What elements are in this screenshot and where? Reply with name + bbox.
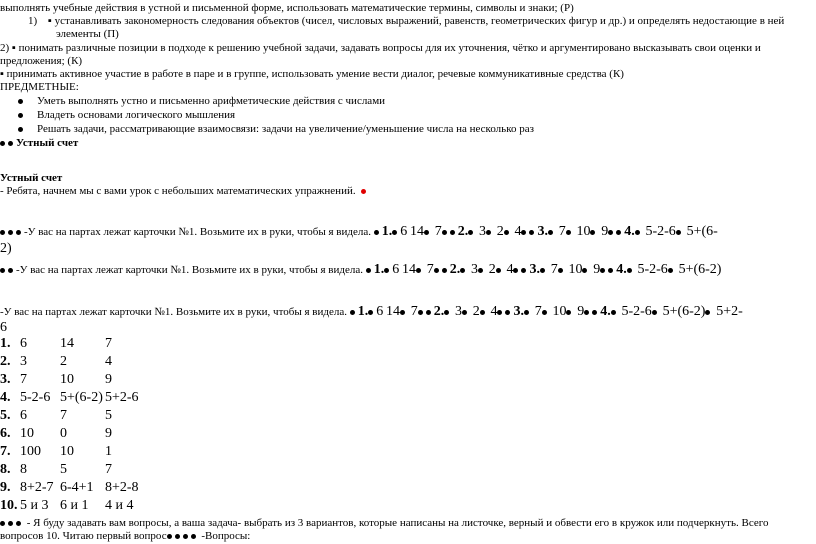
- bullet-icon: [416, 268, 421, 273]
- table-cell: 7: [105, 336, 112, 351]
- bottom-text: -Вопросы:: [201, 530, 251, 542]
- bullet-icon: [616, 230, 621, 235]
- bullet-icon: [434, 268, 439, 273]
- bullet-icon: [462, 310, 467, 315]
- bullet-icon: [18, 99, 23, 104]
- bullet-icon: [668, 268, 673, 273]
- oral-count-heading: Устный счет: [0, 137, 78, 150]
- text-line: элементы (П): [56, 28, 119, 40]
- bullet-text: Решать задачи, рассматривающие взаимосвязи: задачи на увеличение/уменьшение числа на несколько раз: [37, 123, 534, 135]
- bullet-icon: [521, 268, 526, 273]
- bullet-icon: [497, 310, 502, 315]
- table-cell: 100: [20, 444, 41, 459]
- bullet-icon: [513, 268, 518, 273]
- bullet-icon: [582, 268, 587, 273]
- table-cell: 10: [20, 426, 34, 441]
- bullet-icon: [424, 230, 429, 235]
- bullet-icon: [426, 310, 431, 315]
- table-cell: 4 и 4: [105, 498, 134, 513]
- bullet-icon: [529, 230, 534, 235]
- red-dot-icon: [361, 189, 366, 194]
- bullet-icon: [442, 230, 447, 235]
- table-cell: 1: [105, 444, 112, 459]
- table-cell: 5-2-6: [20, 390, 51, 405]
- bullet-icon: [392, 230, 397, 235]
- bullet-icon: [496, 268, 501, 273]
- bullet-icon: [611, 310, 616, 315]
- table-cell: 5+(6-2): [60, 390, 103, 405]
- bullet-icon: [191, 534, 196, 539]
- bullet-icon: [8, 268, 13, 273]
- table-cell: 9: [105, 372, 112, 387]
- text-line: ▪ принимать активное участие в работе в паре и в группе, использовать умение вести диалог, речевые коммуникативные средства (К): [0, 68, 624, 80]
- table-cell: 3: [20, 354, 27, 369]
- numbered-item: [28, 15, 784, 28]
- bullet-item: [18, 123, 534, 136]
- table-cell: 5 и 3: [20, 498, 49, 513]
- bullet-icon: [478, 268, 483, 273]
- bullet-icon: [540, 268, 545, 273]
- bullet-icon: [705, 310, 710, 315]
- bullet-icon: [627, 268, 632, 273]
- table-cell: 3.: [0, 372, 11, 387]
- bullet-icon: [350, 310, 355, 315]
- table-cell: 10: [60, 372, 74, 387]
- bullet-item: [18, 95, 385, 108]
- task-wrap: 2): [0, 241, 12, 256]
- bullet-item: [18, 109, 235, 122]
- bullet-icon: [18, 113, 23, 118]
- bullet-icon: [608, 268, 613, 273]
- item-number: 1): [28, 15, 38, 27]
- bullet-icon: [18, 127, 23, 132]
- bullet-icon: [384, 268, 389, 273]
- bullet-icon: [444, 310, 449, 315]
- table-cell: 5: [105, 408, 112, 423]
- table-cell: 0: [60, 426, 67, 441]
- bullet-icon: [0, 521, 5, 526]
- table-cell: 6-4+1: [60, 480, 94, 495]
- table-cell: 6 и 1: [60, 498, 89, 513]
- table-cell: 10.: [0, 498, 18, 513]
- text-line: 2) ▪ понимать различные позиции в подходе к решению учебной задачи, задавать вопросы для их уточнения, чётко и аргументировано высказывать свои оценки и: [0, 42, 761, 54]
- oral-count-title: Устный счет: [0, 172, 63, 184]
- bullet-icon: [542, 310, 547, 315]
- bullet-icon: [8, 230, 13, 235]
- bottom-text: - Я буду задавать вам вопросы, а ваша задача- выбрать из 3 вариантов, которые написаны на листочке, верный и обвести его в кружок или подчеркнуть. Всего: [26, 517, 769, 529]
- bullet-icon: [584, 310, 589, 315]
- item-text: ▪ устанавливать закономерность следования объектов (чисел, числовых выражений, равенств, геометрических фигур и др.) и определять недостающие в ней: [47, 15, 785, 27]
- bullet-icon: [175, 534, 180, 539]
- table-cell: 5.: [0, 408, 11, 423]
- bullet-icon: [592, 310, 597, 315]
- task-line-2: -У вас на партах лежат карточки №1. Возьмите их в руки, чтобы я видела. 1. 6 14 7 2. 3 2 4 3. 7 10 9 4. 5-2-6 5+(6-2): [0, 262, 721, 278]
- bullet-icon: [566, 230, 571, 235]
- table-cell: 2.: [0, 354, 11, 369]
- bullet-icon: [566, 310, 571, 315]
- bullet-icon: [635, 230, 640, 235]
- bullet-icon: [460, 268, 465, 273]
- bullet-icon: [652, 310, 657, 315]
- bullet-icon: [504, 230, 509, 235]
- bullet-icon: [505, 310, 510, 315]
- table-cell: 8+2-7: [20, 480, 54, 495]
- section-heading: ПРЕДМЕТНЫЕ:: [0, 81, 79, 93]
- table-cell: 6: [20, 336, 27, 351]
- table-cell: 7: [20, 372, 27, 387]
- bullet-icon: [558, 268, 563, 273]
- text-line: предложения; (К): [0, 55, 83, 67]
- bullet-icon: [608, 230, 613, 235]
- bullet-icon: [480, 310, 485, 315]
- table-cell: 1.: [0, 336, 11, 351]
- bottom-line-2: [0, 530, 250, 543]
- bullet-icon: [0, 268, 5, 273]
- task-line-1: -У вас на партах лежат карточки №1. Возьмите их в руки, чтобы я видела. 1. 6 14 7 2. 3 2 4 3. 7 10 9 4. 5-2-6 5+(6-: [0, 224, 718, 240]
- bullet-icon: [0, 230, 5, 235]
- table-cell: 6: [20, 408, 27, 423]
- bullet-icon: [524, 310, 529, 315]
- table-cell: 4.: [0, 390, 11, 405]
- table-cell: 6.: [0, 426, 11, 441]
- table-cell: 14: [60, 336, 74, 351]
- table-cell: 7.: [0, 444, 11, 459]
- bullet-icon: [450, 230, 455, 235]
- bullet-icon: [16, 230, 21, 235]
- table-cell: 7: [60, 408, 67, 423]
- table-cell: 8+2-8: [105, 480, 139, 495]
- table-cell: 10: [60, 444, 74, 459]
- bullet-icon: [167, 534, 172, 539]
- bullet-icon: [676, 230, 681, 235]
- bullet-text: Владеть основами логического мышления: [37, 109, 236, 121]
- bullet-icon: [366, 268, 371, 273]
- bullet-icon: [0, 141, 5, 146]
- bullet-icon: [418, 310, 423, 315]
- text-line: выполнять учебные действия в устной и письменной форме, использовать математические термины, символы и знаки; (Р): [0, 2, 574, 14]
- table-cell: 5+2-6: [105, 390, 139, 405]
- bullet-icon: [368, 310, 373, 315]
- bullet-icon: [548, 230, 553, 235]
- bullet-icon: [8, 521, 13, 526]
- bottom-line-1: [0, 517, 768, 530]
- table-cell: 8.: [0, 462, 11, 477]
- table-cell: 5: [60, 462, 67, 477]
- bullet-icon: [16, 521, 21, 526]
- intro-text: - Ребята, начнем мы с вами урок с небольших математических упражнений.: [0, 185, 356, 197]
- bullet-icon: [590, 230, 595, 235]
- table-cell: 4: [105, 354, 112, 369]
- table-cell: 8: [20, 462, 27, 477]
- bullet-icon: [374, 230, 379, 235]
- bullet-text: Уметь выполнять устно и письменно арифметические действия с числами: [37, 95, 386, 107]
- bullet-icon: [468, 230, 473, 235]
- intro-line: [0, 185, 369, 198]
- bullet-icon: [400, 310, 405, 315]
- bullet-icon: [8, 141, 13, 146]
- bullet-icon: [600, 268, 605, 273]
- table-cell: 2: [60, 354, 67, 369]
- table-cell: 9.: [0, 480, 11, 495]
- task-wrap: 6: [0, 320, 7, 335]
- bullet-icon: [442, 268, 447, 273]
- bullet-icon: [183, 534, 188, 539]
- task-line-3: -У вас на партах лежат карточки №1. Возьмите их в руки, чтобы я видела. 1. 6 14 7 2. 3 2 4 3. 7 10 9 4. 5-2-6 5+(6-2) 5+2-: [0, 304, 743, 319]
- bullet-icon: [486, 230, 491, 235]
- table-cell: 9: [105, 426, 112, 441]
- bottom-text: вопросов 10. Читаю первый вопрос: [0, 530, 167, 542]
- table-cell: 7: [105, 462, 112, 477]
- bullet-icon: [521, 230, 526, 235]
